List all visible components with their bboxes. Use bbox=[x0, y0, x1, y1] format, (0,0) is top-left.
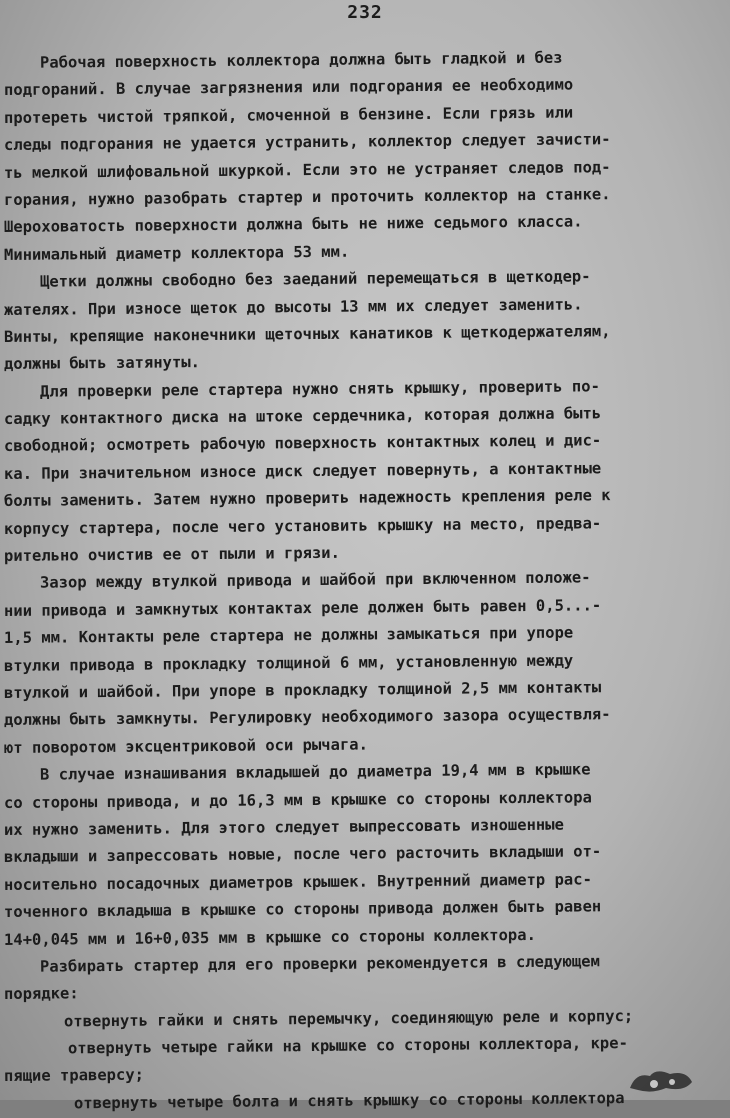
text-line: протереть чистой тряпкой, смоченной в бензине. Если грязь или bbox=[3, 103, 574, 127]
text-line: отвернуть четыре гайки на крышке со стороны коллектора, кре- bbox=[67, 1034, 628, 1058]
text-line: 1,5 мм. Контакты реле стартера не должны замыкаться при упоре bbox=[3, 623, 574, 648]
text-line: нии привода и замкнутых контактах реле должен быть равен 0,5...- bbox=[3, 596, 602, 620]
page-number: 232 bbox=[347, 2, 383, 23]
text-line: садку контактного диска на штоке сердечника, которая должна быть bbox=[3, 404, 602, 429]
text-line: Щетки должны свободно без заеданий перемещаться в щеткодер- bbox=[39, 267, 591, 291]
text-line: свободной; осмотреть рабочую поверхность контактных колец и дис- bbox=[3, 431, 602, 456]
text-line: отвернуть четыре болта и снять крышку со стороны коллектора bbox=[73, 1088, 625, 1113]
text-line: порядке: bbox=[3, 984, 79, 1004]
text-line: со стороны привода, и до 16,3 мм в крышке со стороны коллектора bbox=[3, 787, 592, 812]
text-line: 14+0,045 мм и 16+0,035 мм в крышке со стороны коллектора. bbox=[3, 925, 536, 949]
text-line: их нужно заменить. Для этого следует выпрессовать изношенные bbox=[3, 815, 564, 839]
stamp-icon bbox=[626, 1066, 696, 1094]
text-line: отвернуть гайки и снять перемычку, соединяющую реле и корпус; bbox=[63, 1006, 634, 1031]
text-line: Рабочая поверхность коллектора должна быть гладкой и без bbox=[39, 48, 563, 72]
text-line: В случае изнашивания вкладышей до диаметра 19,4 мм в крышке bbox=[39, 760, 591, 784]
body-text bbox=[0, 50, 716, 1118]
text-line: рительно очистив ее от пыли и грязи. bbox=[3, 543, 341, 566]
text-line: Винты, крепящие наконечники щеточных канатиков к щеткодержателям, bbox=[3, 322, 611, 346]
text-line: пящие траверсу; bbox=[3, 1066, 145, 1086]
text-line: втулки привода в прокладку толщиной 6 мм, установленную между bbox=[3, 651, 574, 675]
text-line: жателях. При износе щеток до высоты 13 мм их следует заменить. bbox=[3, 294, 583, 319]
text-line: должны быть затянуты. bbox=[3, 353, 201, 374]
text-line: носительно посадочных диаметров крышек. Внутренний диаметр рас- bbox=[3, 870, 592, 894]
text-line: ка. При значительном износе диск следует повернуть, а контактные bbox=[3, 459, 602, 483]
text-line: Разбирать стартер для его проверки рекомендуется в следующем bbox=[39, 952, 600, 976]
text-line: Минимальный диаметр коллектора 53 мм. bbox=[3, 242, 350, 264]
text-line: горания, нужно разобрать стартер и проточить коллектор на станке. bbox=[3, 185, 611, 209]
text-line: Шероховатость поверхности должна быть не ниже седьмого класса. bbox=[3, 212, 583, 237]
text-line: должны быть замкнуты. Регулировку необходимого зазора осуществля- bbox=[3, 705, 611, 730]
text-line: ют поворотом эксцентриковой оси рычага. bbox=[3, 735, 369, 757]
text-line: Зазор между втулкой привода и шайбой при включенном положе- bbox=[39, 568, 591, 593]
text-line: втулкой и шайбой. При упоре в прокладку толщиной 2,5 мм контакты bbox=[3, 678, 602, 702]
text-line: корпусу стартера, после чего установить крышку на место, предва- bbox=[3, 513, 602, 538]
text-line: Для проверки реле стартера нужно снять крышку, проверить по- bbox=[39, 376, 600, 401]
text-line: точенного вкладыша в крышке со стороны привода должен быть равен bbox=[3, 897, 602, 922]
text-line: следы подгорания не удается устранить, коллектор следует зачисти- bbox=[3, 130, 611, 155]
text-line: болты заменить. Затем нужно проверить надежность крепления реле к bbox=[3, 486, 611, 511]
text-line: подгораний. В случае загрязнения или подгорания ее необходимо bbox=[3, 75, 574, 100]
text-line: вкладыши и запрессовать новые, после чего расточить вкладыши от- bbox=[3, 842, 602, 867]
text-line: ть мелкой шлифовальной шкуркой. Если это не устраняет следов под- bbox=[3, 157, 611, 182]
